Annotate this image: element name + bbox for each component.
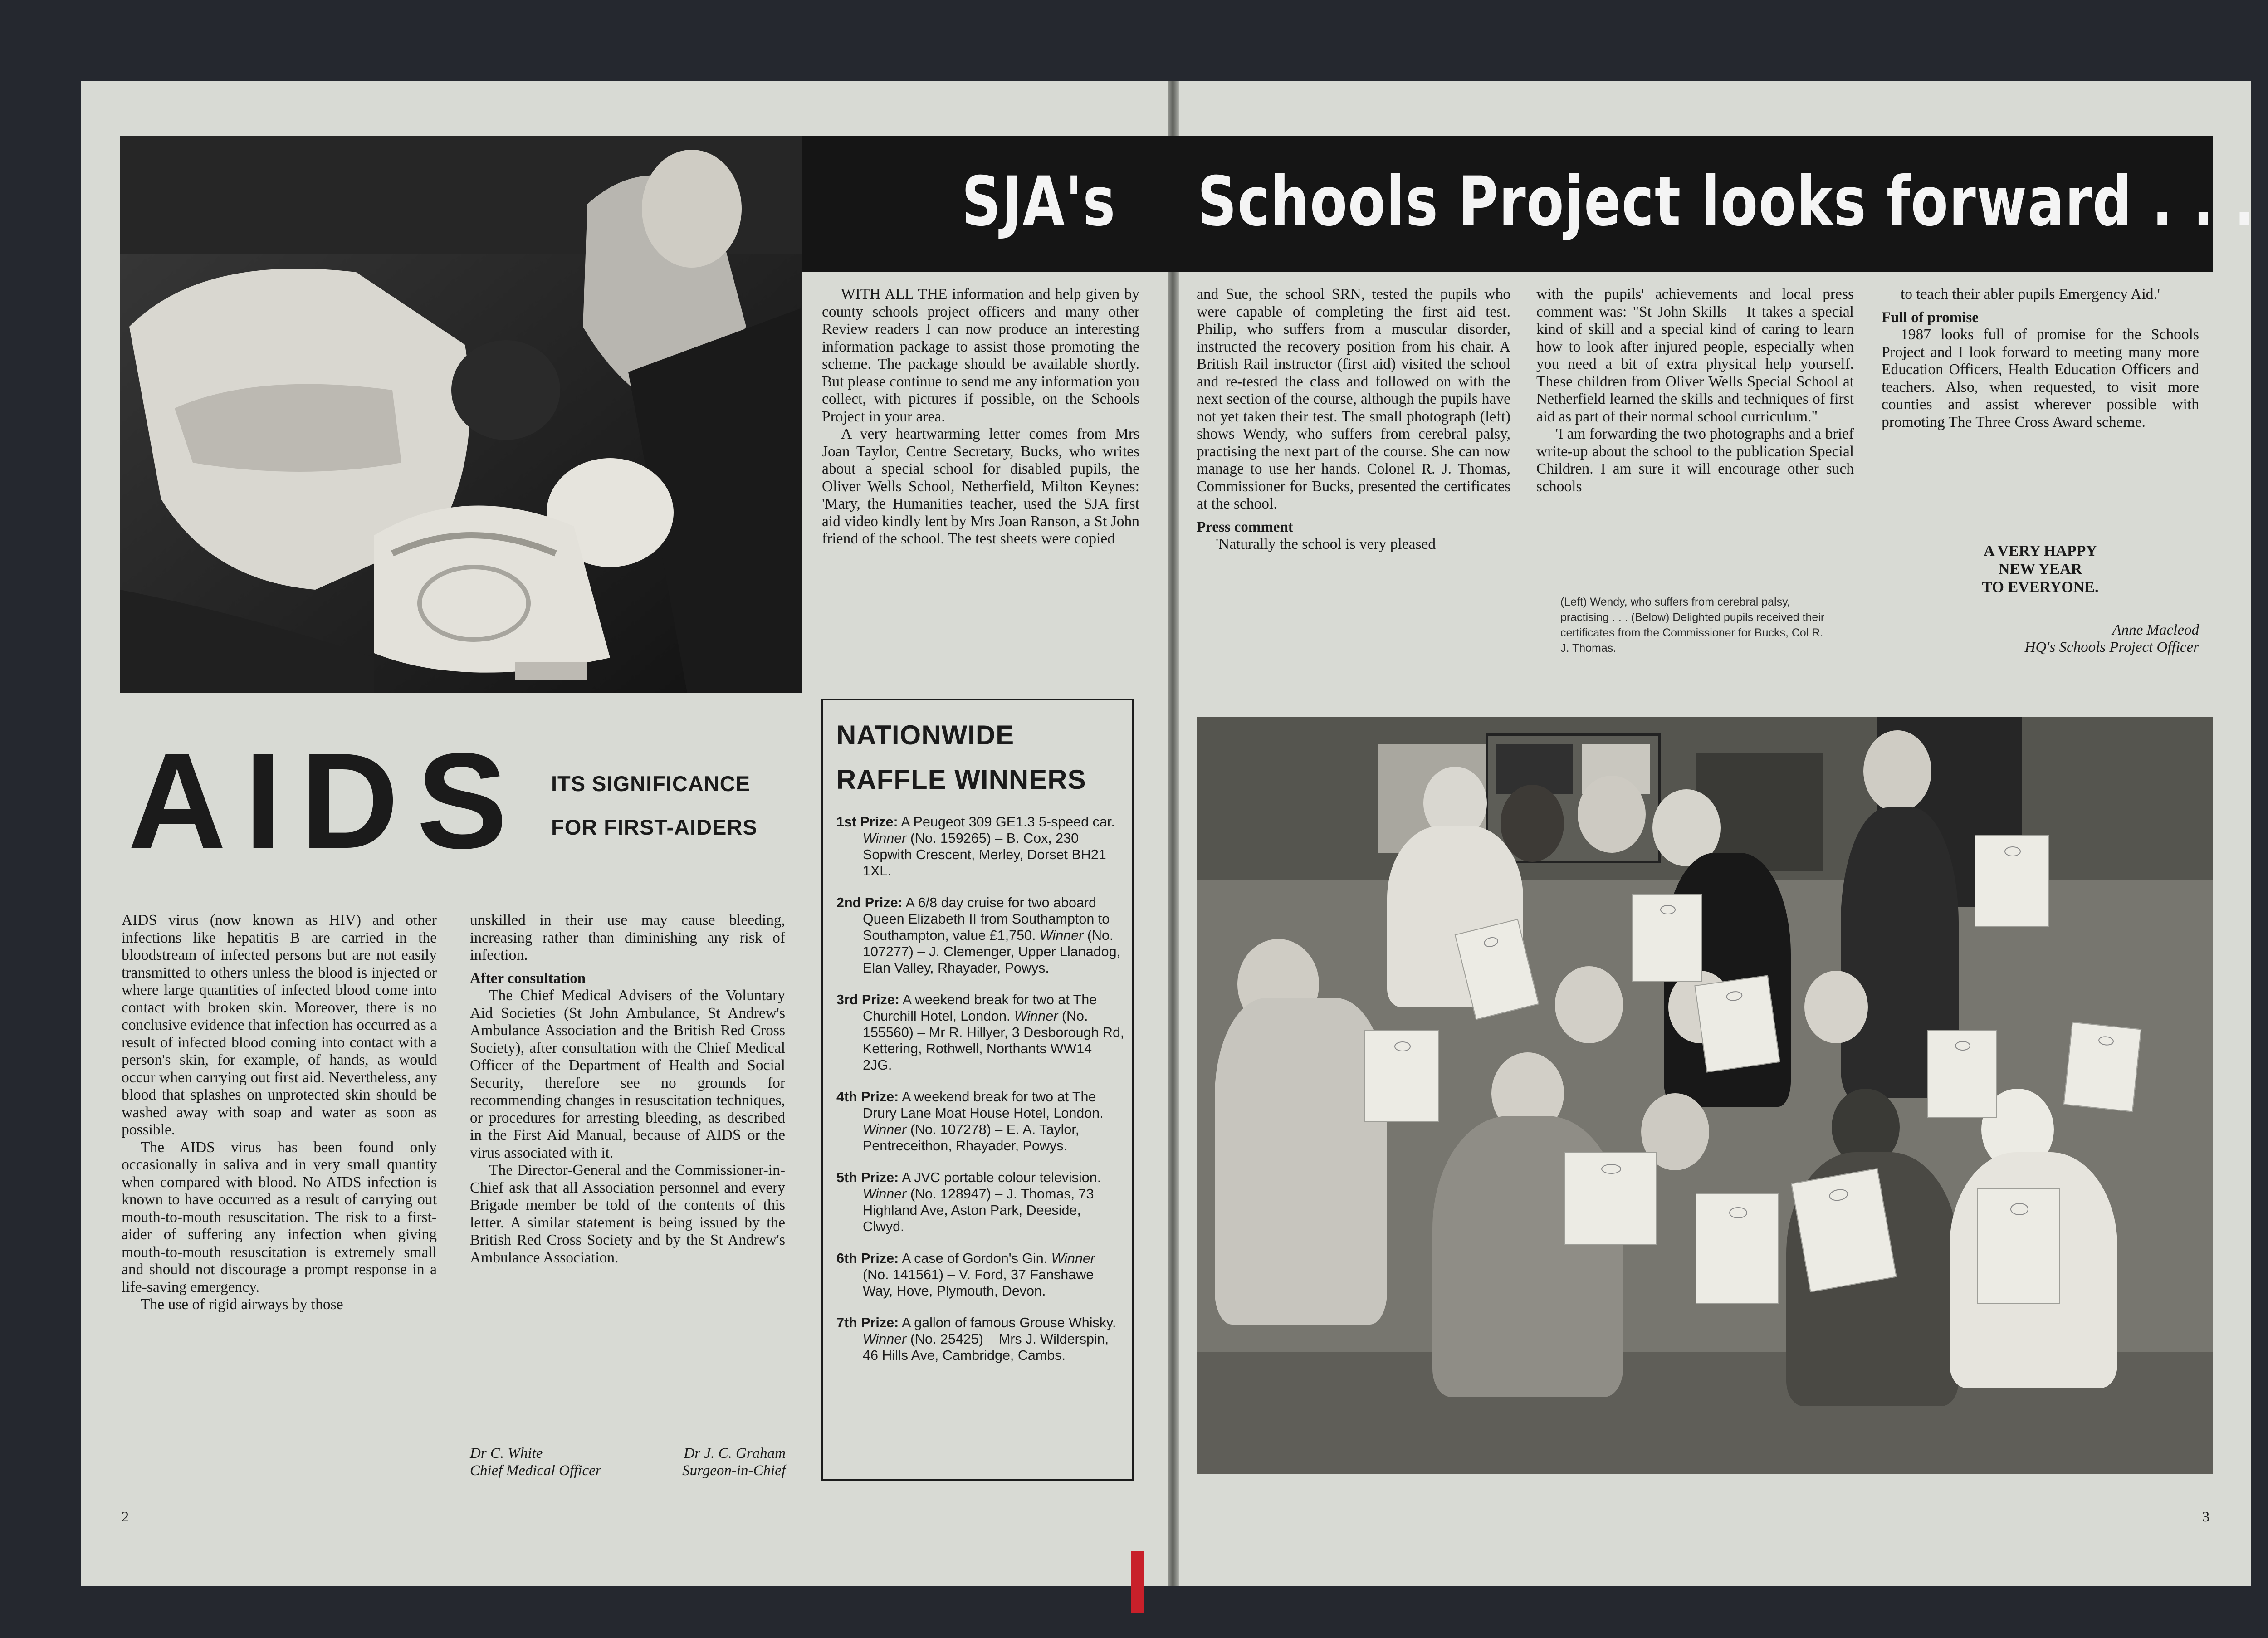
aids-title: AIDS (128, 724, 526, 877)
prize-1-label: 1st Prize: (836, 814, 898, 830)
prize-7-winner: Winner (863, 1331, 907, 1347)
after-consultation-heading: After consultation (470, 970, 586, 987)
prize-2-winner: Winner (1040, 928, 1084, 943)
aids-signature-1 (470, 1445, 624, 1479)
schools-article-col2 (1197, 286, 1510, 553)
schools-article-col3 (1536, 286, 1854, 495)
schools-article-col4 (1882, 286, 2199, 431)
prize-3-text: A weekend break for two at The Churchill Hotel, London. (863, 992, 1097, 1024)
prize-3-detail: (No. 155560) – Mr R. Hillyer, 3 Desborough Rd, Kettering, Rothwell, Northants WW14 2JG. (863, 1008, 1124, 1073)
greeting-line-3: TO EVERYONE. (1982, 579, 2099, 596)
press-comment-heading: Press comment (1197, 518, 1293, 535)
page-number-right: 3 (2202, 1508, 2209, 1525)
pupil-figure (1555, 966, 1623, 1043)
sig2-name: Dr J. C. Graham (684, 1445, 786, 1462)
aids-para-3: The use of rigid airways by those (141, 1296, 343, 1313)
greeting-line-1: A VERY HAPPY (1983, 543, 2097, 559)
certificate (1694, 975, 1780, 1073)
author-role: HQ's Schools Project Officer (2024, 639, 2199, 655)
prize-5-text: A JVC portable colour television. (902, 1170, 1101, 1185)
prize-4 (836, 1089, 1125, 1154)
prize-2-label: 2nd Prize: (836, 895, 903, 910)
prize-4-detail: (No. 107278) – E. A. Taylor, Pentreceithon, Rhayader, Powys. (863, 1122, 1080, 1154)
aids-para-1: AIDS virus (now known as HIV) and other infections like hepatitis B are carried in the bloodstream of infected persons but are not easily transmitted to others unless the blood is injected or where large quantities of infected blood come into contact with broken skin. Moreover, there is no conclusive evidence that infection has occurred as a result of infected blood coming into contact with a person's skin, for example, of hands, as would occur when carrying out first aid. Nevertheless, any blood that splashes on unprotected skin should be washed away with soap and water as soon as possible. (122, 912, 437, 1138)
prize-2-text: A 6/8 day cruise for two aboard Queen Elizabeth II from Southampton to Southampton, value £1,750. (863, 895, 1110, 943)
prize-4-text: A weekend break for two at The Drury Lane Moat House Hotel, London. (863, 1089, 1104, 1121)
prize-5-label: 5th Prize: (836, 1170, 899, 1185)
certificate (1564, 1152, 1657, 1245)
author-signature (1882, 621, 2199, 656)
prize-5-detail: (No. 128947) – J. Thomas, 73 Highland Ave, Aston Park, Deeside, Clwyd. (863, 1186, 1094, 1234)
aids-col2 (470, 912, 785, 1266)
promise-text: 1987 looks full of promise for the Schools Project and I look forward to meeting many more Education Officers, Health Education Officers and teachers. Also, when requested, to visit more counties and assist wherever possible with promoting The Three Cross Award scheme. (1882, 326, 2199, 430)
prize-6-winner: Winner (1051, 1251, 1095, 1266)
aids-para-4: unskilled in their use may cause bleeding, increasing rather than diminishing any risk of infection. (470, 912, 785, 963)
certificate (1364, 1030, 1439, 1122)
aids-subtitle-line1: ITS SIGNIFICANCE (551, 772, 751, 796)
prize-7-label: 7th Prize: (836, 1315, 899, 1330)
prize-6-text: A case of Gordon's Gin. (902, 1251, 1048, 1266)
pupil-figure (1804, 971, 1868, 1043)
prize-2 (836, 895, 1125, 976)
group-certificates-photo (1197, 717, 2213, 1474)
aids-para-5: The Chief Medical Advisers of the Voluntary Aid Societies (St John Ambulance, St Andrew's Ambulance Association and the British Red Cross Society), after consultation with the Chief Medical Officer of the Department of Health and Social Security, therefore see no grounds for recommending changes in resuscitation techniques, or procedures for arresting bleeding, as described in the First Aid Manual, because of AIDS or the virus associated with it. (470, 987, 785, 1161)
headline-sjas: SJA's (962, 162, 1116, 241)
headline-schools-project: Schools Project looks forward . . . (1198, 162, 2256, 241)
aids-para-6: The Director-General and the Commissioner-in-Chief ask that all Association personnel and every Brigade member be told of the contents of this letter. A similar statement is being issued by the British Red Cross Society and by the St Andrew's Ambulance Association. (470, 1162, 785, 1266)
schools-para-3: and Sue, the school SRN, tested the pupils who were capable of completing the first aid test. Philip, who suffers from a muscular disorder, instructed the recovery position from his chair. A British Rail instructor (first aid) visited the school and re-tested the class and followed on with the next section of the course, although the pupils have not yet taken their test. The small photograph (left) shows Wendy, who suffers from cerebral palsy, practising the next part of the course. She can now manage to use her hands. Colonel R. J. Thomas, Commissioner for Bucks, presented the certificates at the school. (1197, 286, 1510, 512)
prize-5-winner: Winner (863, 1186, 907, 1202)
prize-3-winner: Winner (1014, 1008, 1058, 1024)
pupil-figure (1578, 776, 1646, 853)
prize-2-detail: (No. 107277) – J. Clemenger, Upper Llanadog, Elan Valley, Rhayader, Powys. (863, 928, 1121, 976)
certificate (1927, 1030, 1997, 1118)
aids-subtitle (551, 762, 758, 849)
prize-6 (836, 1250, 1125, 1299)
schools-para-6: to teach their abler pupils Emergency Aid.' (1901, 286, 2160, 303)
pupil-figure (1863, 730, 1931, 812)
certificate (1632, 894, 1702, 982)
prize-1-detail: (No. 159265) – B. Cox, 230 Sopwith Crescent, Merley, Dorset BH21 1XL. (863, 831, 1106, 879)
prize-1 (836, 814, 1125, 879)
certificate (1696, 1193, 1779, 1304)
certificate (1977, 1188, 2060, 1304)
prize-4-winner: Winner (863, 1122, 907, 1137)
photo-caption: (Left) Wendy, who suffers from cerebral palsy, practising . . . (Below) Delighted pupils received their certificates from the Commissioner for Bucks, Col R. J. Thomas. (1560, 596, 1825, 655)
aids-col1 (122, 912, 437, 1314)
schools-para-5: 'I am forwarding the two photographs and a brief write-up about the school to the publication Special Children. I am sure it will encourage other such schools (1536, 425, 1854, 495)
certificate (2063, 1022, 2141, 1112)
prize-6-label: 6th Prize: (836, 1251, 899, 1266)
sig2-role: Surgeon-in-Chief (682, 1462, 786, 1479)
binding-gutter (1168, 81, 1179, 1586)
prize-1-text: A Peugeot 309 GE1.3 5-speed car. (901, 814, 1115, 830)
sig1-name: Dr C. White (470, 1445, 543, 1462)
prize-3-label: 3rd Prize: (836, 992, 899, 1007)
prize-6-text: A gallon of famous Grouse Whisky. (902, 1315, 1116, 1330)
prize-3 (836, 992, 1125, 1073)
raffle-winners-box (821, 699, 1134, 1481)
page-number-left: 2 (122, 1508, 129, 1525)
prize-1-winner: Winner (863, 831, 907, 846)
aids-subtitle-line2: FOR FIRST-AIDERS (551, 815, 758, 839)
bookmark-ribbon (1131, 1551, 1144, 1613)
greeting-line-2: NEW YEAR (1998, 561, 2082, 577)
schools-para-4: with the pupils' achievements and local press comment was: "St John Skills – It takes a special kind of skill and a special kind of caring to learn how to look after injured people, especially when you need a bit of extra physical help yourself. These children from Oliver Wells Special School at Netherfield learned the skills and techniques of first aid as part of their normal school curriculum." (1536, 286, 1854, 425)
raffle-prize-list (836, 814, 1125, 1379)
aids-para-2: The AIDS virus has been found only occasionally in saliva and in very small quantity when compared with blood. No AIDS infection is known to have occurred as a result of carrying out mouth-to-mouth resuscitation. The risk to a first-aider of suffering any infection when giving mouth-to-mouth resuscitation is extremely small and should not discourage a prompt response in a life-saving emergency. (122, 1139, 437, 1296)
prize-7 (836, 1315, 1125, 1364)
schools-para-2: A very heartwarming letter comes from Mrs Joan Taylor, Centre Secretary, Bucks, who writes about a special school for disabled pupils, the Oliver Wells School, Netherfield, Milton Keynes: 'Mary, the Humanities teacher, used the SJA first aid video kindly lent by Mrs Joan Ranson, a St John friend of the school. The test sheets were copied (822, 425, 1139, 547)
prize-7-detail: (No. 25425) – Mrs J. Wilderspin, 46 Hills Ave, Cambridge, Cambs. (863, 1331, 1109, 1363)
aids-signature-2 (626, 1445, 786, 1479)
schools-article-col1 (822, 286, 1139, 548)
prize-4-label: 4th Prize: (836, 1089, 899, 1105)
prize-6-detail: (No. 141561) – V. Ford, 37 Fanshawe Way, Hove, Plymouth, Devon. (863, 1267, 1094, 1299)
raffle-title-line2: RAFFLE WINNERS (836, 764, 1086, 795)
sig1-role: Chief Medical Officer (470, 1462, 601, 1479)
full-of-promise-heading: Full of promise (1882, 309, 1979, 326)
new-year-greeting (1882, 542, 2199, 597)
raffle-title (836, 713, 1086, 802)
press-comment-text: 'Naturally the school is very pleased (1216, 536, 1436, 553)
raffle-title-line1: NATIONWIDE (836, 720, 1015, 750)
author-name: Anne Macleod (2112, 622, 2199, 638)
certificate (1975, 835, 2049, 927)
prize-5 (836, 1169, 1125, 1235)
certificate (1791, 1168, 1897, 1292)
pupil-figure (1501, 785, 1564, 862)
wheelchair-figure (1215, 998, 1387, 1325)
first-aid-practice-photo (120, 136, 802, 693)
schools-para-1: WITH ALL THE information and help given by county schools project officers and many other Review readers I can now produce an interesting information package to assist those promoting the scheme. The package should be available shortly. But please continue to send me any information you collect, with pictures if possible, on the Schools Project in your area. (822, 286, 1139, 425)
